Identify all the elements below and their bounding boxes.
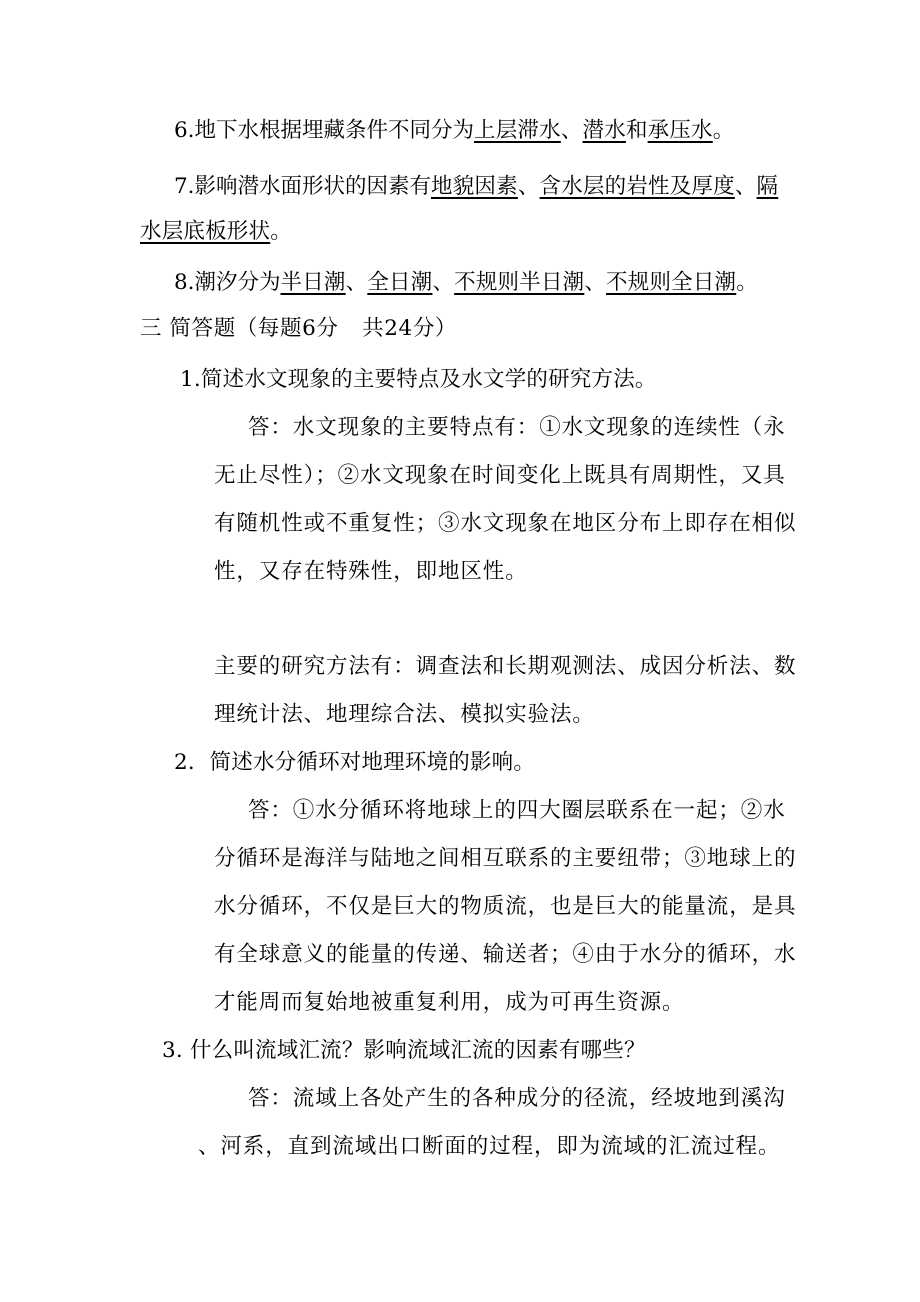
question-1-answer-line-1: 答：水文现象的主要特点有：①水文现象的连续性（永	[248, 415, 786, 440]
q6-end: 。	[712, 118, 735, 143]
question-1-answer-line-4: 性，又存在特殊性，即地区性。	[214, 559, 528, 584]
q6-separator: 、	[560, 118, 583, 143]
question-2-answer-line-5: 才能周而复始地被重复利用，成为可再生资源。	[214, 990, 685, 1015]
q7-end: 。	[270, 219, 292, 244]
q7-separator: 、	[517, 174, 540, 199]
q6-answer-2: 潜水	[582, 118, 626, 143]
question-1-method-line-2: 理统计法、地理综合法、模拟实验法。	[214, 702, 595, 727]
section-heading-main: 三 简答题（每题6分	[140, 316, 339, 341]
q8-separator: 、	[345, 270, 368, 295]
fill-blank-q7-continued	[140, 217, 292, 247]
section-heading-total: 共24分）	[362, 316, 458, 341]
question-1-answer-line-2: 无止尽性）；②水文现象在时间变化上既具有周期性，又具	[214, 463, 786, 488]
q6-answer-3: 承压水	[647, 118, 713, 143]
q8-end: 。	[736, 270, 758, 295]
section-heading	[140, 314, 457, 344]
fill-blank-q6	[174, 116, 734, 146]
q8-answer-3: 不规则半日潮	[454, 270, 585, 295]
question-2-answer-line-4: 有全球意义的能量的传递、输送者；④由于水分的循环，水	[214, 942, 797, 967]
question-3-answer-line-1: 答：流域上各处产生的各种成分的径流，经坡地到溪沟	[248, 1086, 786, 1111]
question-1-answer-line-3: 有随机性或不重复性；③水文现象在地区分布上即存在相似	[214, 511, 797, 536]
q8-separator: 、	[584, 270, 607, 295]
question-2-answer-line-3: 水分循环，不仅是巨大的物质流，也是巨大的能量流，是具	[214, 894, 797, 919]
q6-conjunction: 和	[625, 118, 648, 143]
q8-answer-1: 半日潮	[280, 270, 346, 295]
q7-separator: 、	[734, 174, 757, 199]
question-3-title: 3. 什么叫流域汇流？影响流域汇流的因素有哪些？	[162, 1038, 646, 1063]
q7-answer-2: 含水层的岩性及厚度	[539, 174, 735, 199]
q7-answer-1: 地貌因素	[431, 174, 518, 199]
question-2-answer-line-1: 答：①水分循环将地球上的四大圈层联系在一起；②水	[248, 798, 786, 823]
q7-answer-3a: 隔	[756, 174, 779, 199]
q8-prefix: 8.潮汐分为	[174, 270, 281, 295]
question-1-title: 1.简述水文现象的主要特点及水文学的研究方法。	[180, 367, 657, 392]
q8-answer-2: 全日潮	[367, 270, 433, 295]
fill-blank-q8	[174, 268, 758, 298]
q7-prefix: 7.影响潜水面形状的因素有	[174, 174, 432, 199]
q8-separator: 、	[432, 270, 455, 295]
fill-blank-q7	[174, 172, 778, 202]
q8-answer-4: 不规则全日潮	[606, 270, 737, 295]
question-3-answer-line-2: 、河系，直到流域出口断面的过程，即为流域的汇流过程。	[198, 1134, 781, 1159]
question-1-method-line-1: 主要的研究方法有：调查法和长期观测法、成因分析法、数	[214, 654, 797, 679]
q7-answer-3b: 水层底板形状	[140, 219, 271, 244]
question-2-title: 2．简述水分循环对地理环境的影响。	[174, 750, 536, 775]
q6-prefix: 6.地下水根据埋藏条件不同分为	[174, 118, 475, 143]
q6-answer-1: 上层滞水	[474, 118, 561, 143]
question-2-answer-line-2: 分循环是海洋与陆地之间相互联系的主要纽带；③地球上的	[214, 846, 797, 871]
